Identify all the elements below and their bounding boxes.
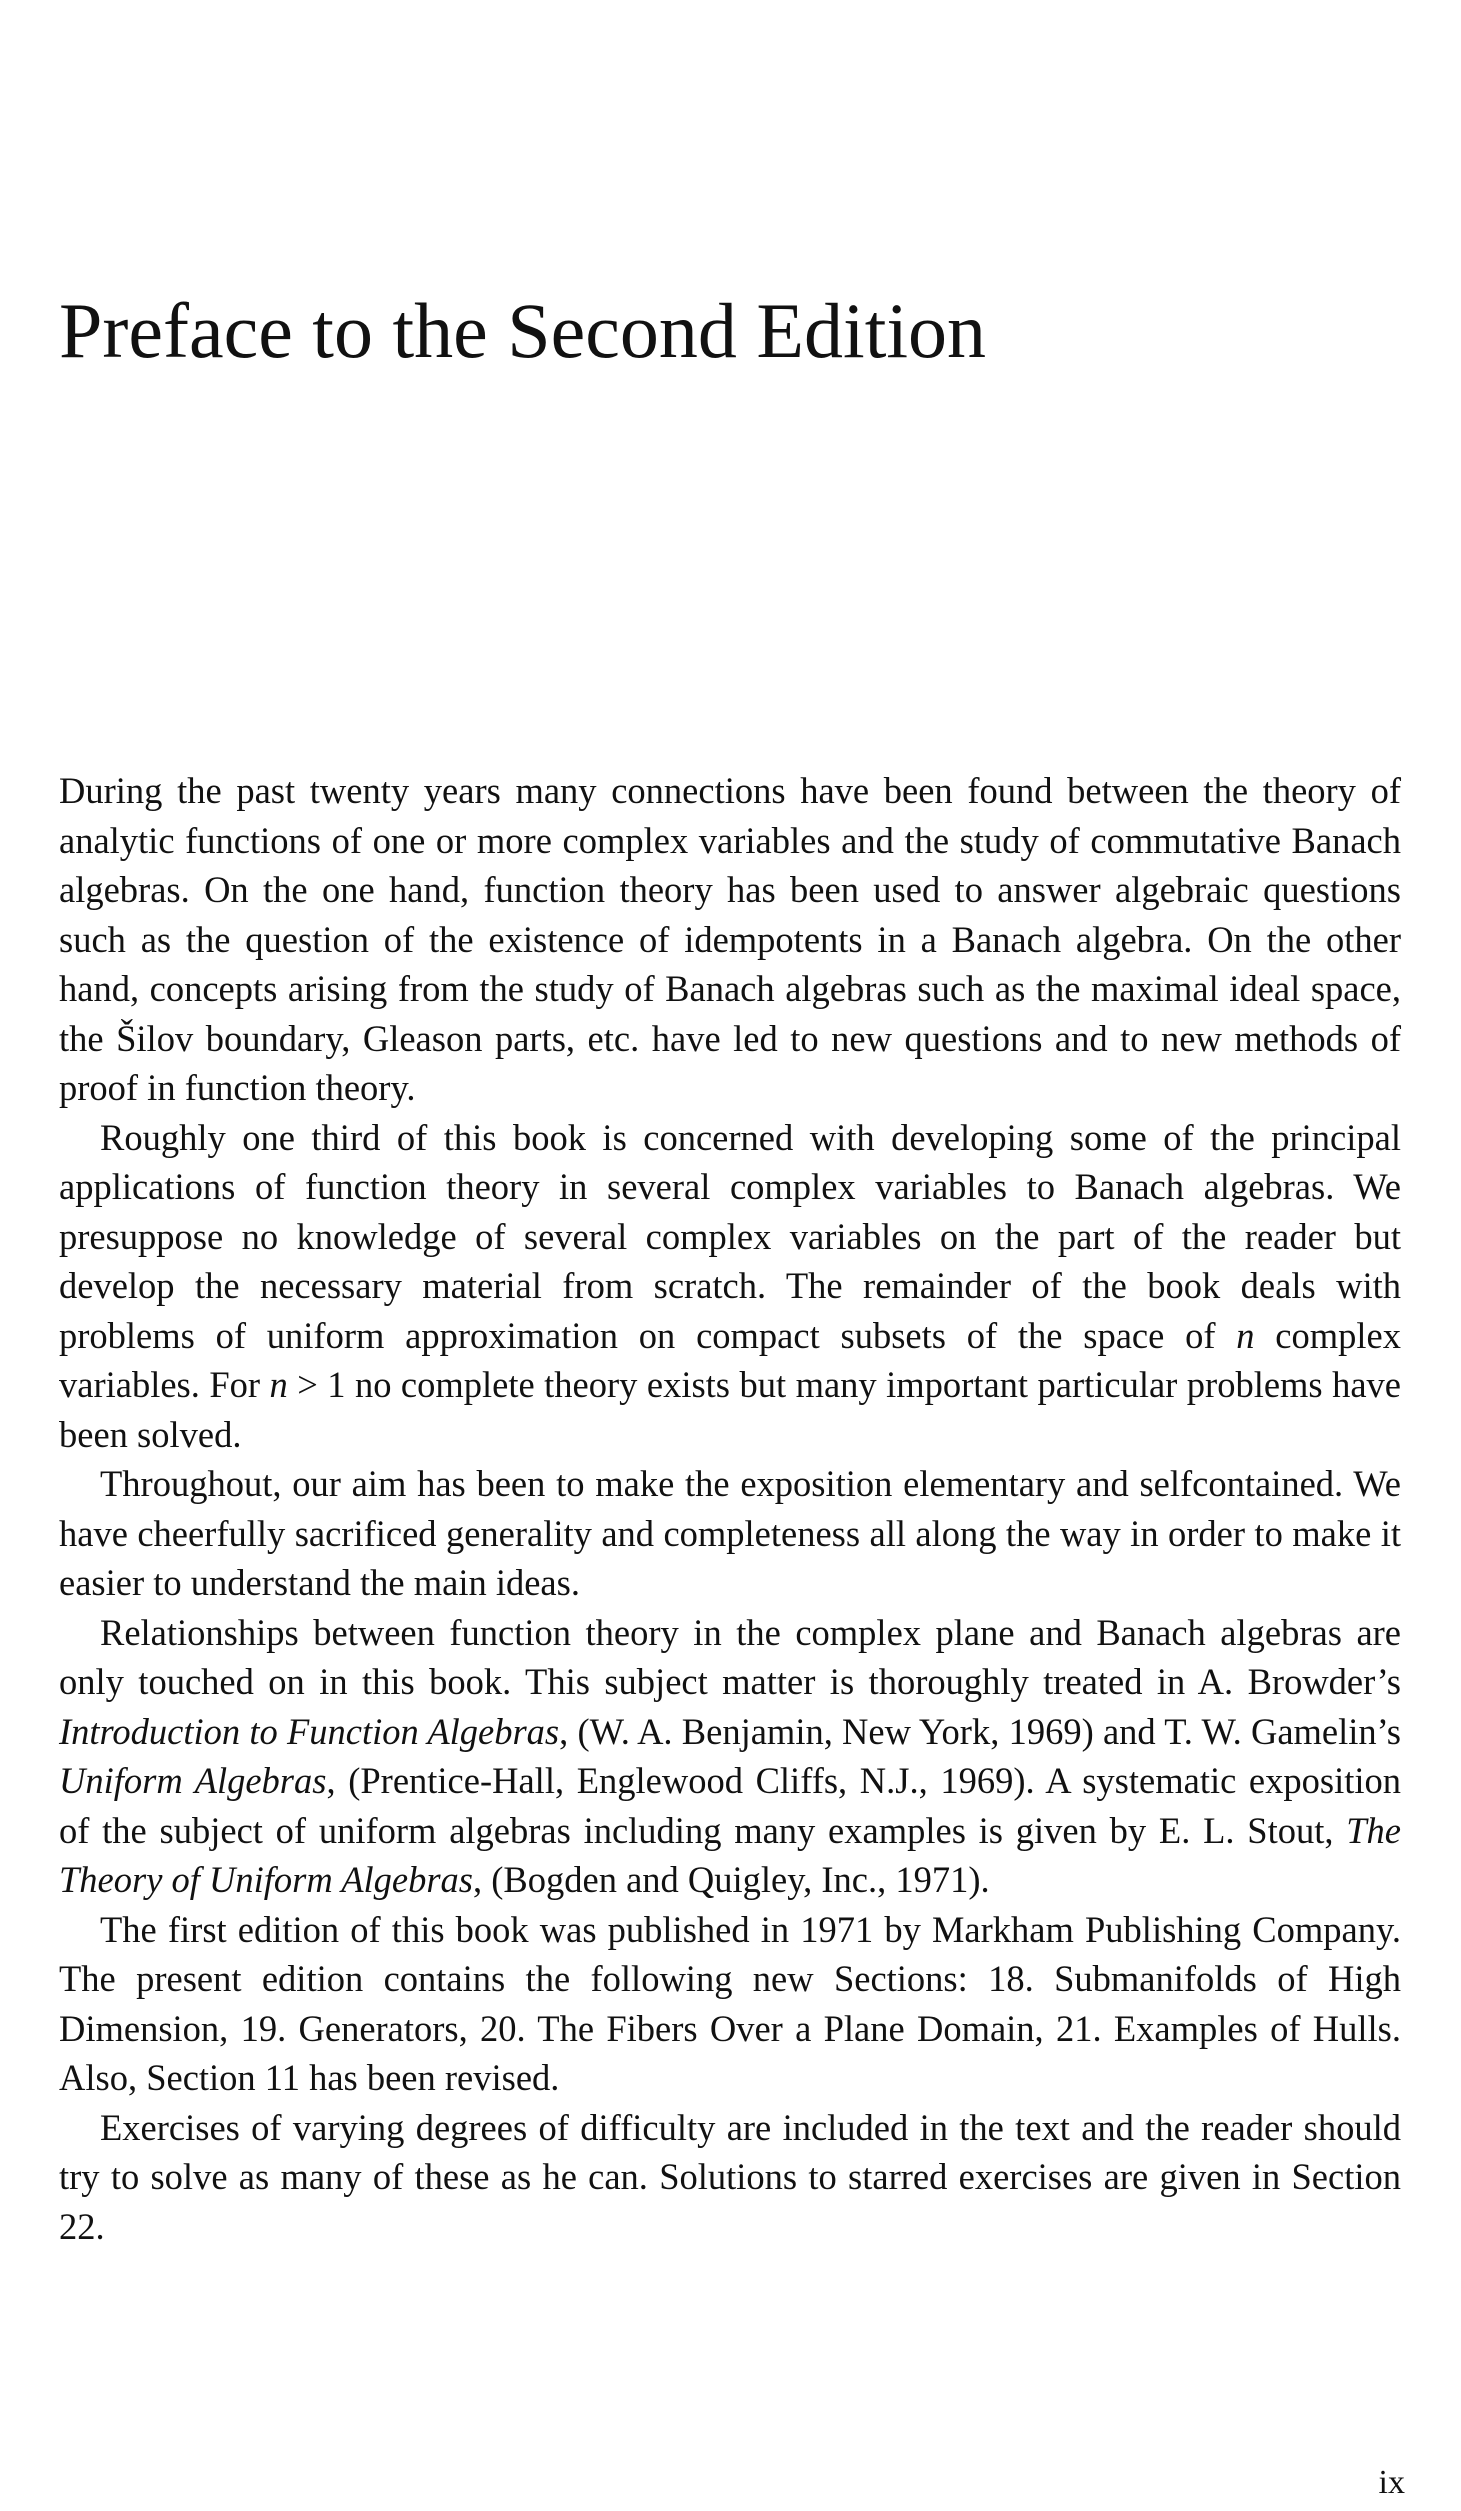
preface-body	[59, 766, 1401, 2251]
italic-text-segment: n	[269, 1364, 288, 1405]
paragraph-5	[59, 1905, 1401, 2103]
italic-text-segment: n	[1236, 1314, 1255, 1356]
text-segment: , (W. A. Benjamin, New York, 1969) and T. W. Gamelin’s	[559, 1710, 1401, 1752]
paragraph-6	[59, 2103, 1401, 2252]
text-segment: , (Bogden and Quigley, Inc., 1971).	[473, 1859, 990, 1900]
italic-text-segment: The Theory of Uniform Algebras	[59, 1809, 1401, 1900]
text-segment: The first edition of this book was published in 1971 by Markham Publishing Company. The present edition contains the following new Sections: 18. Submanifolds of High Dimension, 19. Generators, 20. The Fibers Over a Plane Domain, 21. Examples of Hulls. Also, Section 11 has been revised.	[59, 1908, 1401, 2098]
text-segment: Exercises of varying degrees of difficulty are included in the text and the reader should try to solve as many of these as he can. Solutions to starred exercises are given in Section 22.	[59, 2106, 1401, 2247]
text-segment: , (Prentice-Hall, Englewood Cliffs, N.J., 1969). A systematic exposition of the subject of uniform algebras including many examples is given by E. L. Stout,	[59, 1760, 1401, 1851]
text-segment: > 1 no complete theory exists but many important particular problems have been solved.	[59, 1364, 1401, 1455]
text-segment: complex variables. For	[59, 1314, 1401, 1405]
text-segment: During the past twenty years many connections have been found between the theory of analytic functions of one or more complex variables and the study of commutative Banach algebras. On the one hand, function theory has been used to answer algebraic questions such as the question of the existence of idempotents in a Banach algebra. On the other hand, concepts arising from the study of Banach algebras such as the maximal ideal space, the Šilov boundary, Gleason parts, etc. have led to new questions and to new methods of proof in function theory.	[59, 770, 1401, 1108]
paragraph-1	[59, 766, 1401, 1113]
page-title: Preface to the Second Edition	[59, 287, 987, 374]
page-number: ix	[1378, 2464, 1405, 2501]
paragraph-2	[59, 1113, 1401, 1460]
paragraph-3	[59, 1459, 1401, 1608]
text-segment: Roughly one third of this book is concerned with developing some of the principal applications of function theory in several complex variables to Banach algebras. We presuppose no knowledge of several complex variables on the part of the reader but develop the necessary material from scratch. The remainder of the book deals with problems of uniform approximation on compact subsets of the space of	[59, 1116, 1401, 1356]
paragraph-4	[59, 1608, 1401, 1905]
italic-text-segment: Introduction to Function Algebras	[59, 1710, 560, 1752]
text-segment: Relationships between function theory in the complex plane and Banach algebras are only touched on in this book. This subject matter is thoroughly treated in A. Browder’s	[59, 1611, 1401, 1702]
italic-text-segment: Uniform Algebras	[59, 1760, 327, 1801]
text-segment: Throughout, our aim has been to make the exposition elementary and selfcontained. We have cheerfully sacrificed generality and completeness all along the way in order to make it easier to understand the main ideas.	[59, 1463, 1401, 1603]
